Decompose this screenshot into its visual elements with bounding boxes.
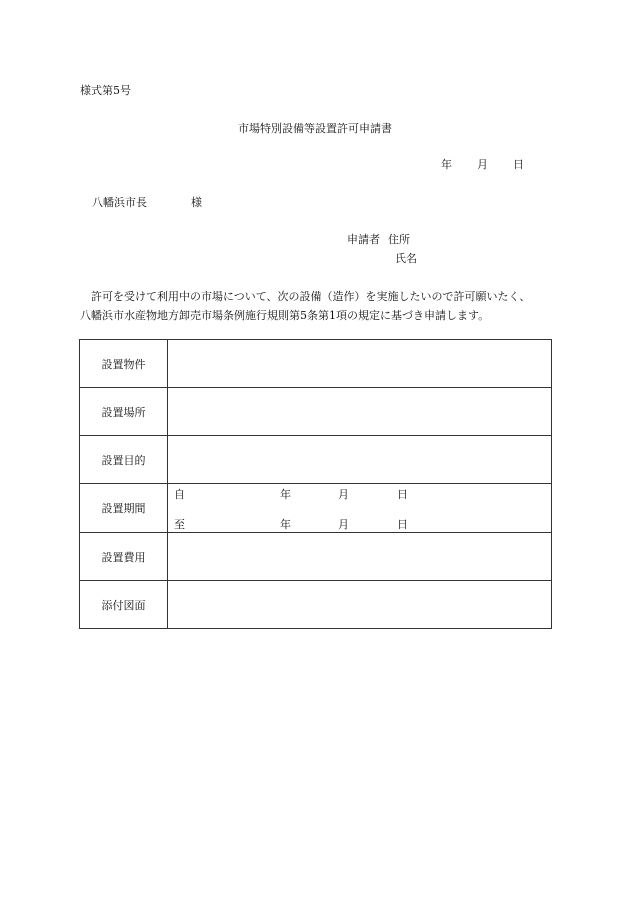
purpose-field[interactable] bbox=[168, 436, 552, 484]
location-field[interactable] bbox=[168, 388, 552, 436]
table-row bbox=[80, 484, 552, 533]
addressee-name: 八幡浜市長 bbox=[92, 196, 147, 209]
form-number: 様式第5号 bbox=[80, 84, 131, 97]
applicant-name-label: 氏名 bbox=[395, 252, 417, 265]
period-to-day-label: 日 bbox=[397, 518, 408, 531]
date-line bbox=[441, 156, 524, 172]
period-from-year-label: 年 bbox=[280, 488, 291, 501]
row-label-item: 設置物件 bbox=[80, 340, 168, 388]
table-row bbox=[80, 436, 552, 484]
period-from-day-label: 日 bbox=[397, 488, 408, 501]
applicant-address-label: 住所 bbox=[388, 233, 410, 246]
date-year-label: 年 bbox=[441, 158, 452, 171]
cost-field[interactable] bbox=[168, 533, 552, 581]
row-label-period: 設置期間 bbox=[80, 484, 168, 533]
row-label-cost: 設置費用 bbox=[80, 533, 168, 581]
row-label-drawings: 添付図面 bbox=[80, 581, 168, 629]
period-field[interactable] bbox=[168, 484, 552, 533]
applicant-address-line bbox=[347, 231, 410, 247]
body-text-line-2: 八幡浜市水産物地方卸売市場条例施行規則第5条第1項の規定に基づき申請します。 bbox=[80, 309, 490, 322]
date-month-label: 月 bbox=[477, 158, 488, 171]
item-field[interactable] bbox=[168, 340, 552, 388]
table-row bbox=[80, 388, 552, 436]
date-day-label: 日 bbox=[513, 158, 524, 171]
drawings-field[interactable] bbox=[168, 581, 552, 629]
period-from-label: 自 bbox=[174, 488, 185, 501]
addressee bbox=[92, 194, 202, 210]
addressee-honorific: 様 bbox=[191, 196, 202, 209]
period-to-label: 至 bbox=[174, 518, 185, 531]
period-to-month-label: 月 bbox=[338, 518, 349, 531]
row-label-location: 設置場所 bbox=[80, 388, 168, 436]
row-label-purpose: 設置目的 bbox=[80, 436, 168, 484]
document-title: 市場特別設備等設置許可申請書 bbox=[238, 122, 392, 135]
applicant-label: 申請者 bbox=[347, 233, 380, 246]
table-row bbox=[80, 581, 552, 629]
application-table bbox=[79, 339, 552, 629]
body-text bbox=[80, 287, 560, 325]
period-to-year-label: 年 bbox=[280, 518, 291, 531]
table-row bbox=[80, 340, 552, 388]
body-text-line-1: 許可を受けて利用中の市場について、次の設備（造作）を実施したいので許可願いたく、 bbox=[91, 290, 531, 303]
table-row bbox=[80, 533, 552, 581]
period-from-month-label: 月 bbox=[338, 488, 349, 501]
